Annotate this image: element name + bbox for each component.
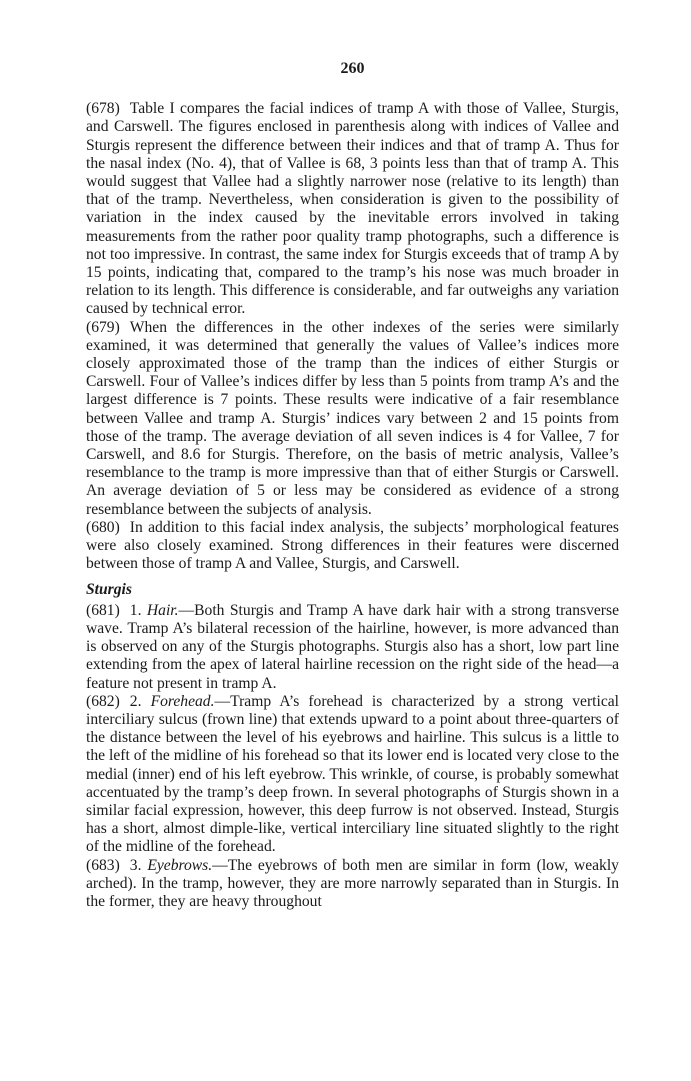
paragraph-679 <box>86 319 619 519</box>
paragraph-number: (679) <box>86 318 120 336</box>
paragraph-681 <box>86 602 619 693</box>
paragraph-number: (683) <box>86 856 120 874</box>
paragraph-number: (678) <box>86 100 120 118</box>
paragraph-text: In addition to this facial index analysis, the subjects’ morphological features were also closely examined. Strong differences in their features were discerned between those of tramp A and Vallee, Sturgis, and Carswell. <box>86 518 619 573</box>
paragraph-text: Table I compares the facial indices of tramp A with those of Vallee, Sturgis, and Carswell. The figures enclosed in parenthesis along with indices of Vallee and Sturgis represent the difference between their indices and that of tramp A. Thus for the nasal index (No. 4), that of Vallee is 68, 3 points less than that of tramp A. This would suggest that Vallee had a slightly narrower nose (relative to its length) than that of the tramp. Nevertheless, when consideration is given to the possibility of variation in the index caused by the inevitable errors involved in taking measurements from the rather poor quality tramp photographs, such a difference is not too impressive. In contrast, the same index for Sturgis exceeds that of tramp A by 15 points, indicating that, compared to the tramp’s his nose was much broader in relation to its length. This difference is considerable, and far outweighs any variation caused by technical error. <box>86 100 619 318</box>
paragraph-number: (680) <box>86 518 120 536</box>
page-number: 260 <box>340 60 365 77</box>
paragraph-text: —The eyebrows of both men are similar in form (low, weakly arched). In the tramp, however, they are more narrowly separated than in Sturgis. In the former, they are heavy throughout <box>86 856 619 910</box>
paragraph-text: When the differences in the other indexes of the series were similarly examined, it was determined that generally the values of Vallee’s indices more closely approximated those of the tramp than the indices of either Sturgis or Carswell. Four of Vallee’s indices differ by less than 5 points from tramp A’s and the largest difference is 7 points. These results were indicative of a fair resemblance between Vallee and tramp A. Sturgis’ indices vary between 2 and 15 points from those of the tramp. The average deviation of all seven indices is 4 for Vallee, 7 for Carswell, and 8.6 for Sturgis. Therefore, on the basis of metric analysis, Vallee’s resemblance to the tramp is more impressive than that of either Sturgis or Carswell. An average deviation of 5 or less may be considered as evidence of a strong resemblance between the subjects of analysis. <box>86 318 619 518</box>
paragraph-text: —Both Sturgis and Tramp A have dark hair with a strong transverse wave. Tramp A’s bilateral recession of the hairline, however, is more advanced than is observed on any of the Sturgis photographs. Sturgis also has a short, low part line extending from the apex of lateral hairline recession on the right side of the head—a feature not present in tramp A. <box>86 601 619 692</box>
paragraph-682 <box>86 693 619 857</box>
section-heading: Sturgis <box>86 581 132 599</box>
item-number: 3. <box>129 856 142 874</box>
paragraph-680 <box>86 519 619 574</box>
item-number: 1. <box>129 601 142 619</box>
item-label: Forehead. <box>150 692 215 710</box>
paragraph-683 <box>86 857 619 912</box>
item-label: Hair. <box>146 601 179 619</box>
paragraph-text: —Tramp A’s forehead is characterized by a strong vertical interciliary sulcus (frown line) that extends upward to a point about three-quarters of the distance between the level of his eyebrows and hairline. This sulcus is a little to the left of the midline of his forehead so that its lower end is located very close to the medial (inner) end of his left eyebrow. This wrinkle, of course, is probably somewhat accentuated by the tramp’s deep frown. In several photographs of Sturgis shown in a similar facial expression, however, this deep furrow is not observed. Instead, Sturgis has a short, almost dimple-like, vertical interciliary line situated slightly to the right of the midline of the forehead. <box>86 692 620 856</box>
paragraph-number: (682) <box>86 692 120 710</box>
item-number: 2. <box>129 692 142 710</box>
paragraph-678 <box>86 100 619 318</box>
paragraph-number: (681) <box>86 601 120 619</box>
document-page <box>86 60 619 911</box>
item-label: Eyebrows. <box>147 856 213 874</box>
